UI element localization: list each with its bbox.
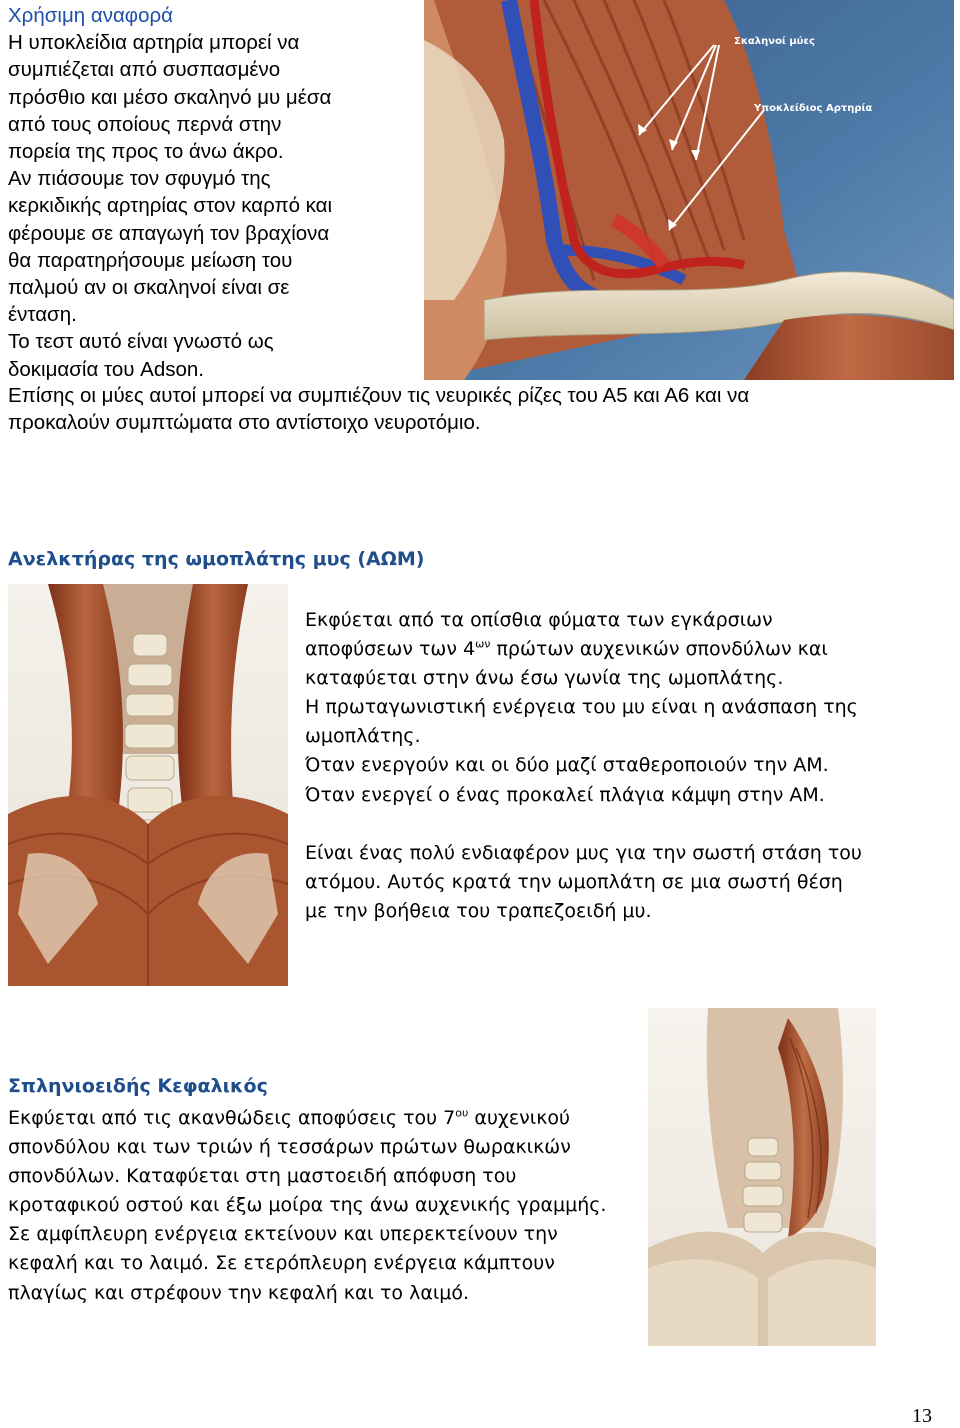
section-useful-reference <box>8 2 408 383</box>
paragraph-line: αποφύσεων των $4^{\omega\nu}$ πρώτων αυχενικών σπονδύλων και <box>305 637 828 661</box>
figure-scalene-anatomy <box>424 0 954 380</box>
page-number: 13 <box>912 1405 932 1427</box>
paragraph-line: πλαγίως και στρέφουν την κεφαλή και το λαιμό. <box>8 1281 470 1304</box>
paragraph-line: από τους οποίους περνά στην <box>8 112 282 136</box>
paragraph-line: Όταν ενεργεί ο ένας προκαλεί πλάγια κάμψη στην ΑΜ. <box>305 783 825 806</box>
superscript: ων <box>475 637 491 651</box>
paragraph-line: Εκφύεται από τα οπίσθια φύματα των εγκάρσιων <box>305 609 773 631</box>
scalene-anatomy-illustration <box>424 0 954 380</box>
section-heading: Χρήσιμη αναφορά <box>8 4 174 27</box>
figure-splenius-capitis <box>648 1008 876 1346</box>
section-body-levator-scapulae <box>305 606 895 926</box>
paragraph-line: φέρουμε σε απαγωγή τον βραχίονα <box>8 221 330 245</box>
paragraph-line: κεφαλή και το λαιμό. Σε ετερόπλευρη ενέργεια κάμπτουν <box>8 1252 555 1275</box>
paragraph-line: κερκιδικής αρτηρίας στον καρπό και <box>8 194 333 218</box>
paragraph-line: προκαλούν συμπτώματα στο αντίστοιχο νευροτόμιο. <box>8 411 481 435</box>
paragraph-line: Είναι ένας πολύ ενδιαφέρον μυς για την σωστή στάση του <box>305 841 862 864</box>
paragraph-line: Όταν ενεργούν και οι δύο μαζί σταθεροποιούν την ΑΜ. <box>305 754 829 777</box>
paragraph-line: Η πρωταγωνιστική ενέργεια του μυ είναι η ανάσπαση της <box>305 696 858 719</box>
paragraph-line: δοκιμασία του Adson. <box>8 357 204 381</box>
section-continuation <box>8 382 948 436</box>
paragraph-line: ένταση. <box>8 303 77 327</box>
paragraph-line: Εκφύεται από τις ακανθώδεις αποφύσεις του $7^{o\upsilon}$ αυχενικού <box>8 1106 571 1129</box>
paragraph-line: ατόμου. Αυτός κρατά την ωμοπλάτη σε μια σωστή θέση <box>305 870 843 893</box>
section-title-splenius-capitis: Σπληνιοειδής Κεφαλικός <box>8 1075 268 1097</box>
paragraph-line: ωμοπλάτης. <box>305 725 421 748</box>
paragraph-line: Επίσης οι μύες αυτοί μπορεί να συμπιέζουν τις νευρικές ρίζες του Α5 και Α6 και να <box>8 384 750 407</box>
label-subclavian-artery: Υποκλείδιος Αρτηρία <box>754 103 873 114</box>
paragraph-line: Η υποκλείδια αρτηρία μπορεί να <box>8 31 300 55</box>
paragraph-line: σπονδύλων. Καταφύεται στη μαστοειδή απόφυση του <box>8 1165 517 1188</box>
section-title-levator-scapulae: Ανελκτήρας της ωμοπλάτης μυς (ΑΩΜ) <box>8 548 425 570</box>
paragraph-gap <box>305 810 895 839</box>
paragraph-line: σπονδύλου και των τριών ή τεσσάρων πρώτων θωρακικών <box>8 1136 571 1159</box>
paragraph-line: καταφύεται στην άνω έσω γωνία της ωμοπλάτης. <box>305 667 784 690</box>
paragraph-line: πρόσθιο και μέσο σκαληνό μυ μέσα <box>8 85 332 109</box>
superscript: ου <box>455 1106 469 1120</box>
paragraph-line: πορεία της προς το άνω άκρο. <box>8 140 284 164</box>
paragraph-line: Σε αμφίπλευρη ενέργεια εκτείνουν και υπερεκτείνουν την <box>8 1223 558 1246</box>
paragraph-line: Αν πιάσουμε τον σφυγμό της <box>8 167 271 191</box>
paragraph-line: κροταφικού οστού και έξω μοίρα της άνω αυχενικής γραμμής. <box>8 1194 607 1217</box>
splenius-capitis-illustration <box>648 1008 876 1346</box>
paragraph-line: συμπιέζεται από συσπασμένο <box>8 58 281 82</box>
figure-levator-scapulae <box>8 584 288 986</box>
section-body-splenius-capitis <box>8 1104 628 1308</box>
paragraph-line: παλμού αν οι σκαληνοί είναι σε <box>8 276 290 300</box>
levator-scapulae-illustration <box>8 584 288 986</box>
paragraph-line: με την βοήθεια του τραπεζοειδή μυ. <box>305 899 652 922</box>
paragraph-line: θα παρατηρήσουμε μείωση του <box>8 248 293 272</box>
label-scalenes: Σκαληνοί μύες <box>734 36 815 47</box>
paragraph-line: Το τεστ αυτό είναι γνωστό ως <box>8 330 274 354</box>
